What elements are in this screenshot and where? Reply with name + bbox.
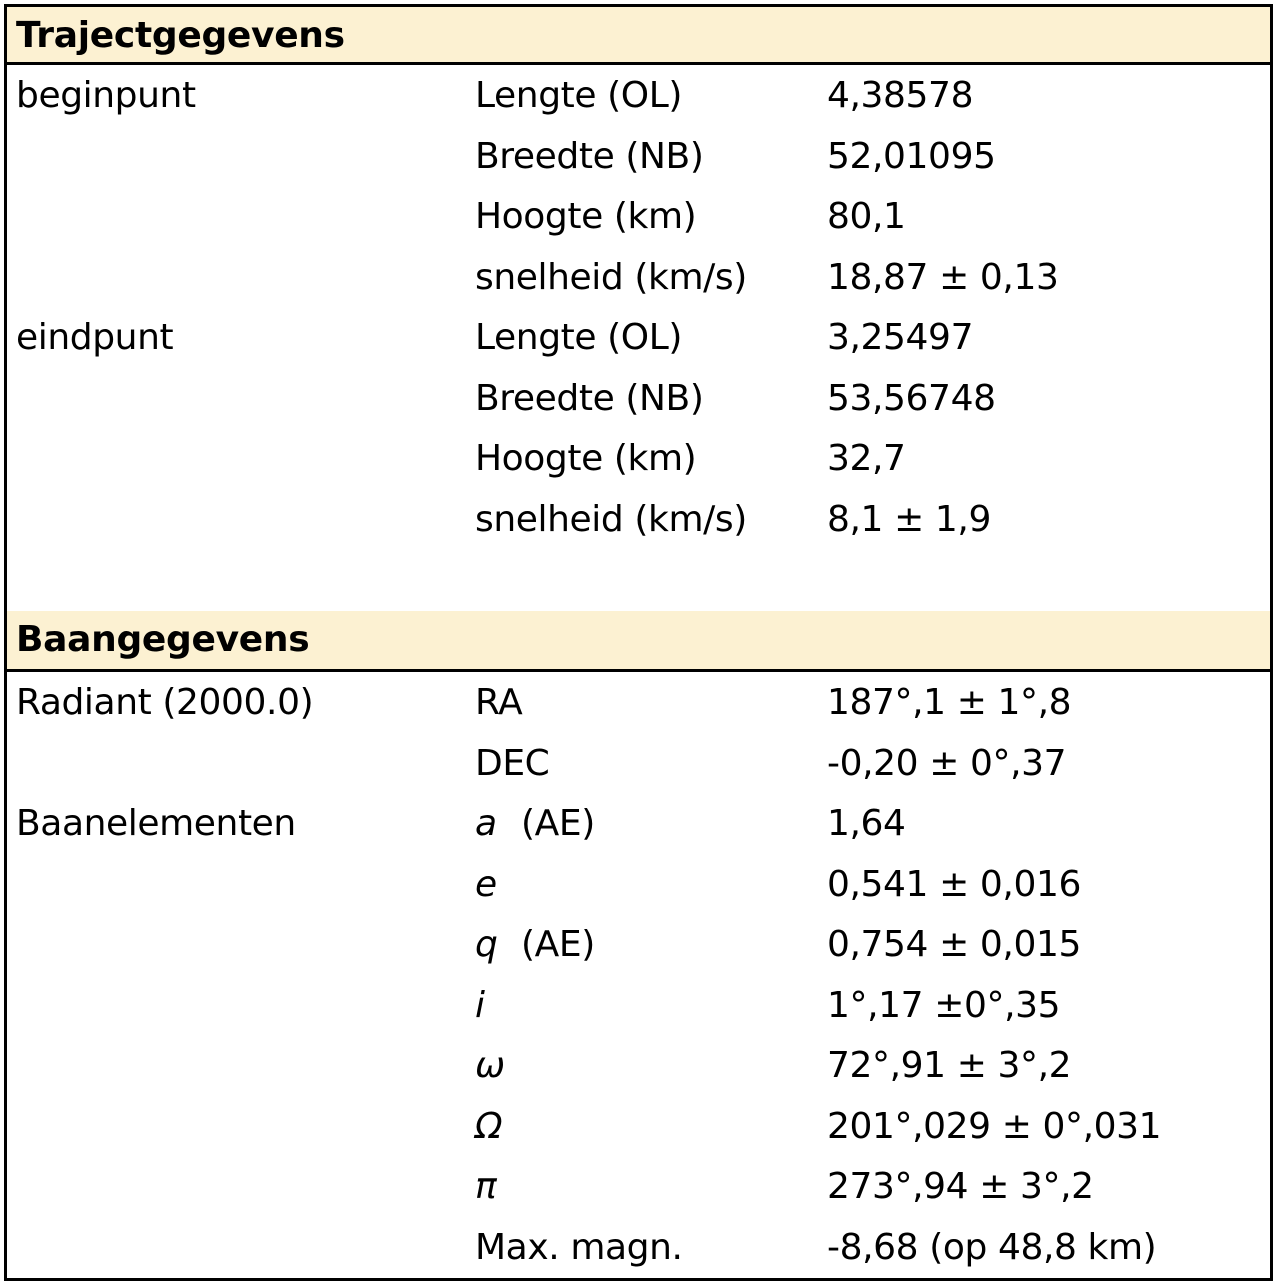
element-symbol: ω: [475, 1045, 505, 1086]
field-value: 187°,1 ± 1°,8: [827, 682, 1072, 723]
field-value: 32,7: [827, 438, 906, 479]
table-row: [7, 733, 1270, 794]
element-symbol: Ω: [475, 1105, 503, 1147]
table-row: [7, 975, 1270, 1036]
spacer-row: [7, 549, 1270, 611]
field-value: 1,64: [827, 803, 906, 844]
group-label: Baanelementen: [16, 803, 296, 844]
field-value: 52,01095: [827, 135, 996, 177]
element-unit: (AE): [521, 924, 595, 965]
element-symbol: a: [475, 803, 497, 844]
field-value: 80,1: [827, 196, 906, 237]
orbit-section: [7, 611, 1270, 1277]
field-value: 201°,029 ± 0°,031: [827, 1105, 1162, 1147]
table-row: [7, 1156, 1270, 1217]
table-row: [7, 247, 1270, 308]
orbital-element-label: [475, 924, 595, 965]
table-row: [7, 428, 1270, 489]
orbital-element-label: [475, 1045, 521, 1086]
element-unit: (AE): [521, 803, 595, 844]
field-label: Hoogte (km): [475, 438, 697, 479]
field-label: DEC: [475, 742, 550, 784]
table-row: [7, 793, 1270, 854]
table-row: [7, 854, 1270, 915]
element-symbol: i: [475, 984, 485, 1026]
field-label: Breedte (NB): [475, 135, 704, 177]
table-row: [7, 307, 1270, 368]
table-row: [7, 368, 1270, 429]
table-row: [7, 65, 1270, 126]
table-row: [7, 186, 1270, 247]
field-value: 53,56748: [827, 377, 996, 419]
orbital-element-label: [475, 864, 521, 905]
element-symbol: e: [475, 863, 497, 905]
field-value: 1°,17 ±0°,35: [827, 984, 1061, 1026]
field-label: Max. magn.: [475, 1226, 683, 1268]
field-label: Breedte (NB): [475, 377, 704, 419]
field-value: 3,25497: [827, 317, 974, 358]
field-value: 273°,94 ± 3°,2: [827, 1166, 1094, 1207]
field-label: snelheid (km/s): [475, 256, 747, 298]
table-row: [7, 489, 1270, 550]
table-row: [7, 126, 1270, 187]
orbit-title: Baangegevens: [16, 619, 310, 660]
field-value: 72°,91 ± 3°,2: [827, 1045, 1072, 1086]
field-label: Hoogte (km): [475, 196, 697, 237]
element-symbol: q: [475, 924, 498, 965]
field-label: snelheid (km/s): [475, 498, 747, 540]
group-label: eindpunt: [16, 317, 174, 358]
trajectory-section: [7, 7, 1270, 611]
field-value: 0,754 ± 0,015: [827, 924, 1081, 965]
trajectory-header: [7, 7, 1270, 65]
orbital-element-label: [475, 803, 595, 844]
field-value: -0,20 ± 0°,37: [827, 742, 1067, 784]
table-row: [7, 1217, 1270, 1278]
field-value: 8,1 ± 1,9: [827, 498, 991, 540]
group-label: Radiant (2000.0): [16, 682, 314, 723]
field-value: -8,68 (op 48,8 km): [827, 1226, 1157, 1268]
orbital-element-label: [475, 985, 521, 1026]
trajectory-title: Trajectgegevens: [16, 15, 345, 56]
field-value: 4,38578: [827, 75, 974, 116]
element-symbol: π: [475, 1166, 497, 1207]
group-label: beginpunt: [16, 75, 196, 116]
data-table: [4, 4, 1273, 1281]
field-label: Lengte (OL): [475, 317, 683, 358]
table-row: [7, 1035, 1270, 1096]
orbit-header: [7, 611, 1270, 672]
table-row: [7, 914, 1270, 975]
field-value: 18,87 ± 0,13: [827, 256, 1059, 298]
field-label: RA: [475, 682, 523, 723]
field-value: 0,541 ± 0,016: [827, 863, 1081, 905]
table-row: [7, 672, 1270, 733]
orbital-element-label: [475, 1166, 521, 1207]
orbital-element-label: [475, 1106, 521, 1147]
table-row: [7, 1096, 1270, 1157]
field-label: Lengte (OL): [475, 75, 683, 116]
